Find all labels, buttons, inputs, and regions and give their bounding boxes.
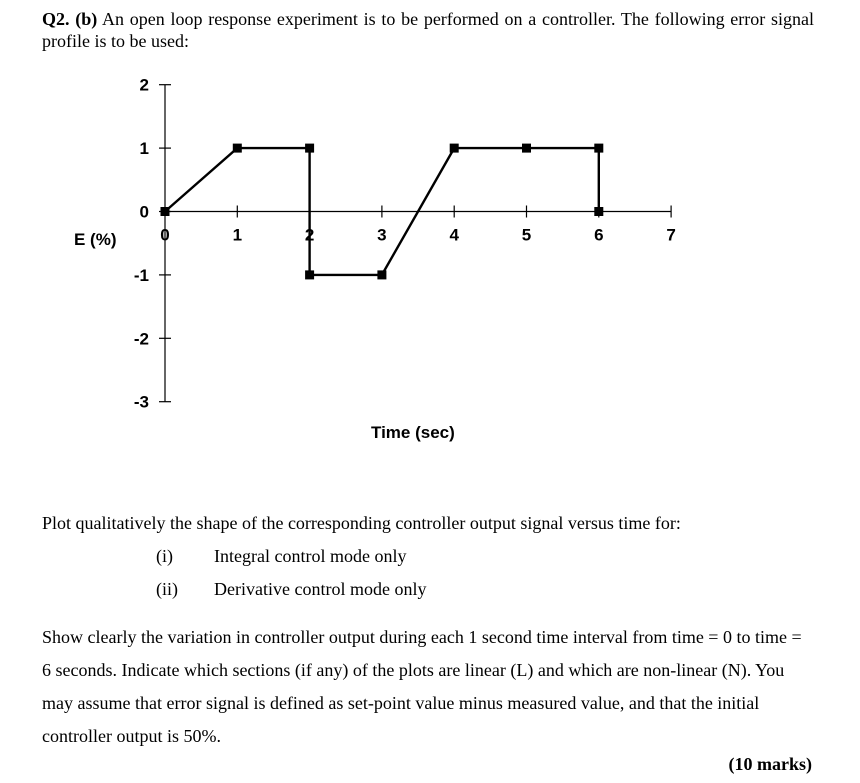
data-point-marker: [594, 144, 603, 153]
data-point-marker: [377, 270, 386, 279]
x-axis-label: Time (sec): [371, 423, 455, 442]
data-point-marker: [450, 144, 459, 153]
item-1-number: (i): [156, 546, 173, 566]
instructions-paragraph: Show clearly the variation in controller output during each 1 second time interval from time = 0 to time = 6 seconds. Indicate which sections (if any) of the plots are linear (L) and which are non-linear (N). You may assume that error signal is defined as set-point value minus measured value, and that the initial controller output is 50%.: [42, 627, 802, 746]
item-2-number: (ii): [156, 579, 178, 599]
y-tick-label: 2: [139, 75, 149, 95]
y-tick-label: -2: [133, 329, 149, 349]
x-tick-label: 5: [521, 225, 532, 245]
y-axis-label: E (%): [74, 230, 117, 249]
chart-ticks: [134, 76, 676, 412]
data-point-marker: [161, 207, 170, 216]
x-tick-label: 2: [304, 225, 315, 245]
data-point-marker: [305, 270, 314, 279]
x-tick-label: 0: [160, 225, 170, 245]
y-tick-label: -1: [133, 265, 149, 285]
question-number: Q2. (b): [42, 9, 98, 29]
x-tick-label: 3: [377, 225, 387, 245]
item-2-text: Derivative control mode only: [214, 579, 427, 599]
y-tick-label: -3: [133, 392, 149, 412]
x-tick-label: 7: [666, 225, 676, 245]
item-1-text: Integral control mode only: [214, 546, 407, 566]
question-body: An open loop response experiment is to be performed on a controller. The following error signal profile is to be used:: [42, 9, 815, 51]
plot-prompt: Plot qualitatively the shape of the corresponding controller output signal versus time for:: [42, 513, 681, 533]
data-point-marker: [233, 144, 242, 153]
x-tick-label: 6: [594, 225, 604, 245]
marks-label: (10 marks): [728, 754, 812, 774]
data-point-marker: [522, 144, 531, 153]
x-tick-label: 4: [449, 225, 459, 245]
data-point-marker: [305, 144, 314, 153]
x-tick-label: 1: [232, 225, 243, 245]
y-tick-label: 0: [139, 202, 149, 222]
data-point-marker: [594, 207, 603, 216]
y-tick-label: 1: [139, 139, 149, 159]
